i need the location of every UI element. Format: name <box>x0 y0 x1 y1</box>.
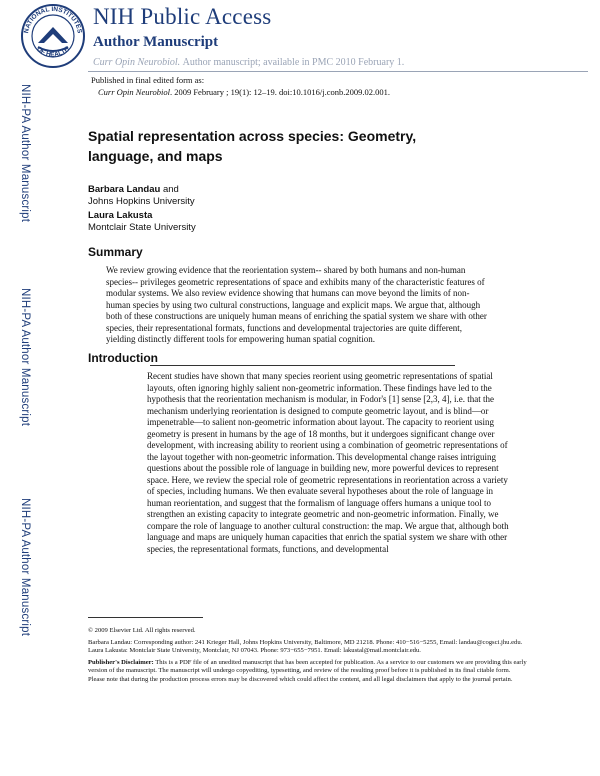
copyright-note: © 2009 Elsevier Ltd. All rights reserved. <box>88 627 196 634</box>
disclaimer-label: Publisher's Disclaimer: <box>88 658 154 666</box>
introduction-heading: Introduction <box>88 351 158 365</box>
footnote-divider <box>88 617 203 618</box>
published-details: . 2009 February ; 19(1): 12–19. doi:10.1016/j.conb.2009.02.001. <box>169 87 390 97</box>
manuscript-citation <box>93 57 404 68</box>
summary-divider <box>150 365 455 366</box>
seal-text-top: NATIONAL INSTITUTES <box>23 5 83 34</box>
disclaimer-text: This is a PDF file of an unedited manuscript that has been accepted for publication. As a service to our customers we are providing this early version of the manuscript. The manuscript will undergo copyediting, typesetting, and review of the resulting proof before it is published in its final citable form. Please note that during the production process errors may be discovered which could affect the content, and all legal disclaimers that apply to the journal pertain. <box>88 658 527 683</box>
sidebar-label: NIH-PA Author Manuscript <box>19 288 31 427</box>
brand-title: NIH Public Access <box>93 4 272 29</box>
nih-seal-logo <box>20 3 86 69</box>
seal-text-bottom: OF HEALTH <box>35 45 71 59</box>
disclaimer-note <box>88 659 528 685</box>
published-reference <box>98 87 390 97</box>
sidebar-label: NIH-PA Author Manuscript <box>19 84 31 223</box>
summary-text: We review growing evidence that the reorientation system-- shared by both humans and non-human species-- privileges geometric representations of space and exhibits many of the characteristic features of modular systems. We also review evidence showing that humans can move beyond the limits of non-human species by using two cultural constructions, language and explicit maps. We argue that, although both of these constructions are uniquely human means of enriching the spatial system we share with other species, their representational formats, functions and developmental trajectories are quite different, yielding distinctly different tools for empowering human spatial cognition. <box>106 265 487 344</box>
citation-journal: Curr Opin Neurobiol. <box>93 57 181 68</box>
author-conj: and <box>160 184 179 195</box>
introduction-text: Recent studies have shown that many species reorient using geometric representations of spatial layouts, often ignoring highly salient non-geometric information. These findings have led to the hypothesis that the reorientation mechanism is modular, in Fodor's [1] sense [2,3, 4], i.e. that the mechanism underlying reorientation is designed to compute geometric layout, and is blind—or impenetrable—to salient non-geometric information about layout. The capacity to reorient using geometry is present in humans by the age of 18 months, but it undergoes significant change over development, with increasing ability to reorient using a combination of geometric representations of the layout together with non-geometric information. This developmental change raises intriguing questions about the possible role of language in building new, more powerful devices to represent space. Here, we review the special role of geometric representations in reorientation across a variety of species, including humans. We then evaluate several hypotheses about the role of language in human reorientation, and suggest that the formalism of language offers humans a unique tool to strengthen an existing capacity to integrate geometric and non-geometric information. Finally, we compare the role of language to another cultural construction: the map. We argue that, although both language and maps are uniquely human capacities that enrich the spatial system we share with other species, the representational formats, functions, and developmental <box>147 371 509 554</box>
author-name: Barbara Landau <box>88 184 161 195</box>
published-journal: Curr Opin Neurobiol <box>98 87 170 97</box>
correspondence-note: Barbara Landau: Corresponding author: 241 Krieger Hall, Johns Hopkins University, Baltimore, MD 21218. Phone: 410−516−5255, Email: landau@cogsci.jhu.edu. Laura Lakusta: Montclair State University, Montclair, NJ 07043. Phone: 973−655−7951. Email: lakustal@mail.montclair.edu. <box>88 638 523 655</box>
author-name: Laura Lakusta <box>88 210 153 221</box>
published-label: Published in final edited form as: <box>91 75 205 85</box>
sidebar-label: NIH-PA Author Manuscript <box>19 498 31 637</box>
author-affiliation: Montclair State University <box>88 222 196 233</box>
author-block <box>88 210 196 234</box>
summary-heading: Summary <box>88 245 143 259</box>
author-block <box>88 184 195 208</box>
author-affiliation: Johns Hopkins University <box>88 196 195 207</box>
article-title: Spatial representation across species: Geometry, language, and maps <box>88 128 417 164</box>
brand-subtitle: Author Manuscript <box>93 34 219 50</box>
footnotes <box>88 627 528 688</box>
citation-note: Author manuscript; available in PMC 2010 February 1. <box>182 57 405 68</box>
header-divider <box>88 71 588 72</box>
